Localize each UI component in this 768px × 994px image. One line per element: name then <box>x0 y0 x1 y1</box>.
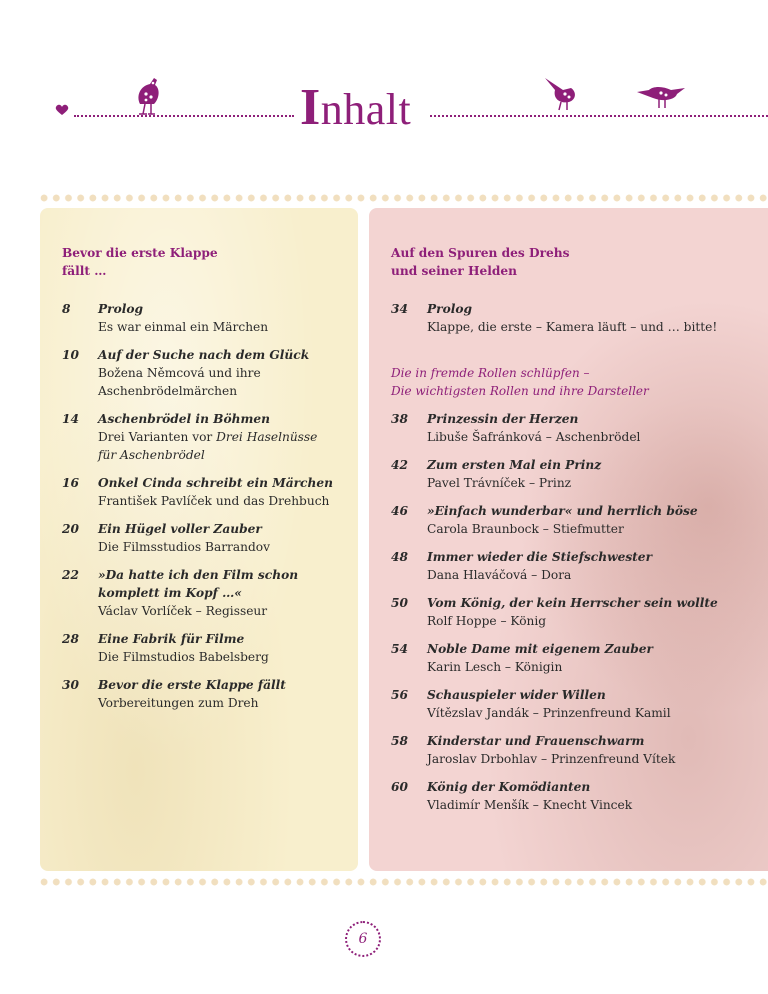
page-header <box>0 60 768 150</box>
section-title: Bevor die erste Klappe fällt … <box>62 246 218 278</box>
toc-entry[interactable]: 30 Bevor die erste Klappe fällt Vorbereitungen zum Dreh <box>62 678 286 710</box>
toc-entry[interactable]: 22 »Da hatte ich den Film schon komplett im Kopf …« Václav Vorlíček – Regisseur <box>62 568 299 618</box>
toc-entry[interactable]: 50 Vom König, der kein Herrscher sein wollte Rolf Hoppe – König <box>391 596 718 628</box>
header-dotted-line-right <box>430 115 768 117</box>
toc-entry[interactable]: 54 Noble Dame mit eigenem Zauber Karin Lesch – Königin <box>391 642 653 674</box>
bird-icon <box>637 84 687 110</box>
toc-entry[interactable]: 46 »Einfach wunderbar« und herrlich böse Carola Braunbock – Stiefmutter <box>391 504 698 536</box>
toc-entry[interactable]: 42 Zum ersten Mal ein Prinz Pavel Trávníček – Prinz <box>391 458 602 490</box>
toc-entry[interactable]: 60 König der Komödianten Vladimír Menšík – Knecht Vincek <box>391 780 633 812</box>
section-subtitle: Die in fremde Rollen schlüpfen – Die wichtigsten Rollen und ihre Darsteller <box>391 366 649 398</box>
toc-entry[interactable]: 34 Prolog Klappe, die erste – Kamera läuft – und … bitte! <box>391 302 718 334</box>
heart-icon <box>55 104 69 116</box>
toc-entry[interactable]: 48 Immer wieder die Stiefschwester Dana Hlaváčová – Dora <box>391 550 652 582</box>
toc-entry[interactable]: 16 Onkel Cinda schreibt ein Märchen František Pavlíček und das Drehbuch <box>62 476 333 508</box>
bird-icon <box>134 74 164 116</box>
toc-column-left <box>62 244 352 712</box>
page-number: 6 <box>345 921 381 957</box>
toc-entry[interactable]: 56 Schauspieler wider Willen Vítězslav Jandák – Prinzenfreund Kamil <box>391 688 671 720</box>
dot-border-top <box>38 193 768 203</box>
toc-entry[interactable]: 20 Ein Hügel voller Zauber Die Filmsstudios Barrandov <box>62 522 270 554</box>
toc-entry[interactable]: 58 Kinderstar und Frauenschwarm Jaroslav Drbohlav – Prinzenfreund Vítek <box>391 734 676 766</box>
toc-column-right <box>391 244 761 814</box>
toc-entry[interactable]: 38 Prinzessin der Herzen Libuše Šafránková – Aschenbrödel <box>391 412 641 444</box>
bird-icon <box>543 76 583 112</box>
header-dotted-line-left <box>74 115 294 117</box>
dot-border-bottom <box>38 877 768 887</box>
section-title: Auf den Spuren des Drehs und seiner Helden <box>391 246 570 278</box>
toc-entry[interactable]: 14 Aschenbrödel in Böhmen Drei Varianten vor Drei Haselnüsse für Aschenbrödel <box>62 412 318 462</box>
toc-entry[interactable]: 10 Auf der Suche nach dem Glück Božena Němcová und ihre Aschenbrödelmärchen <box>62 348 310 398</box>
toc-entry[interactable]: 28 Eine Fabrik für Filme Die Filmstudios Babelsberg <box>62 632 269 664</box>
toc-entry[interactable]: 8 Prolog Es war einmal ein Märchen <box>62 302 269 334</box>
page-title: Inhalt <box>300 79 412 136</box>
